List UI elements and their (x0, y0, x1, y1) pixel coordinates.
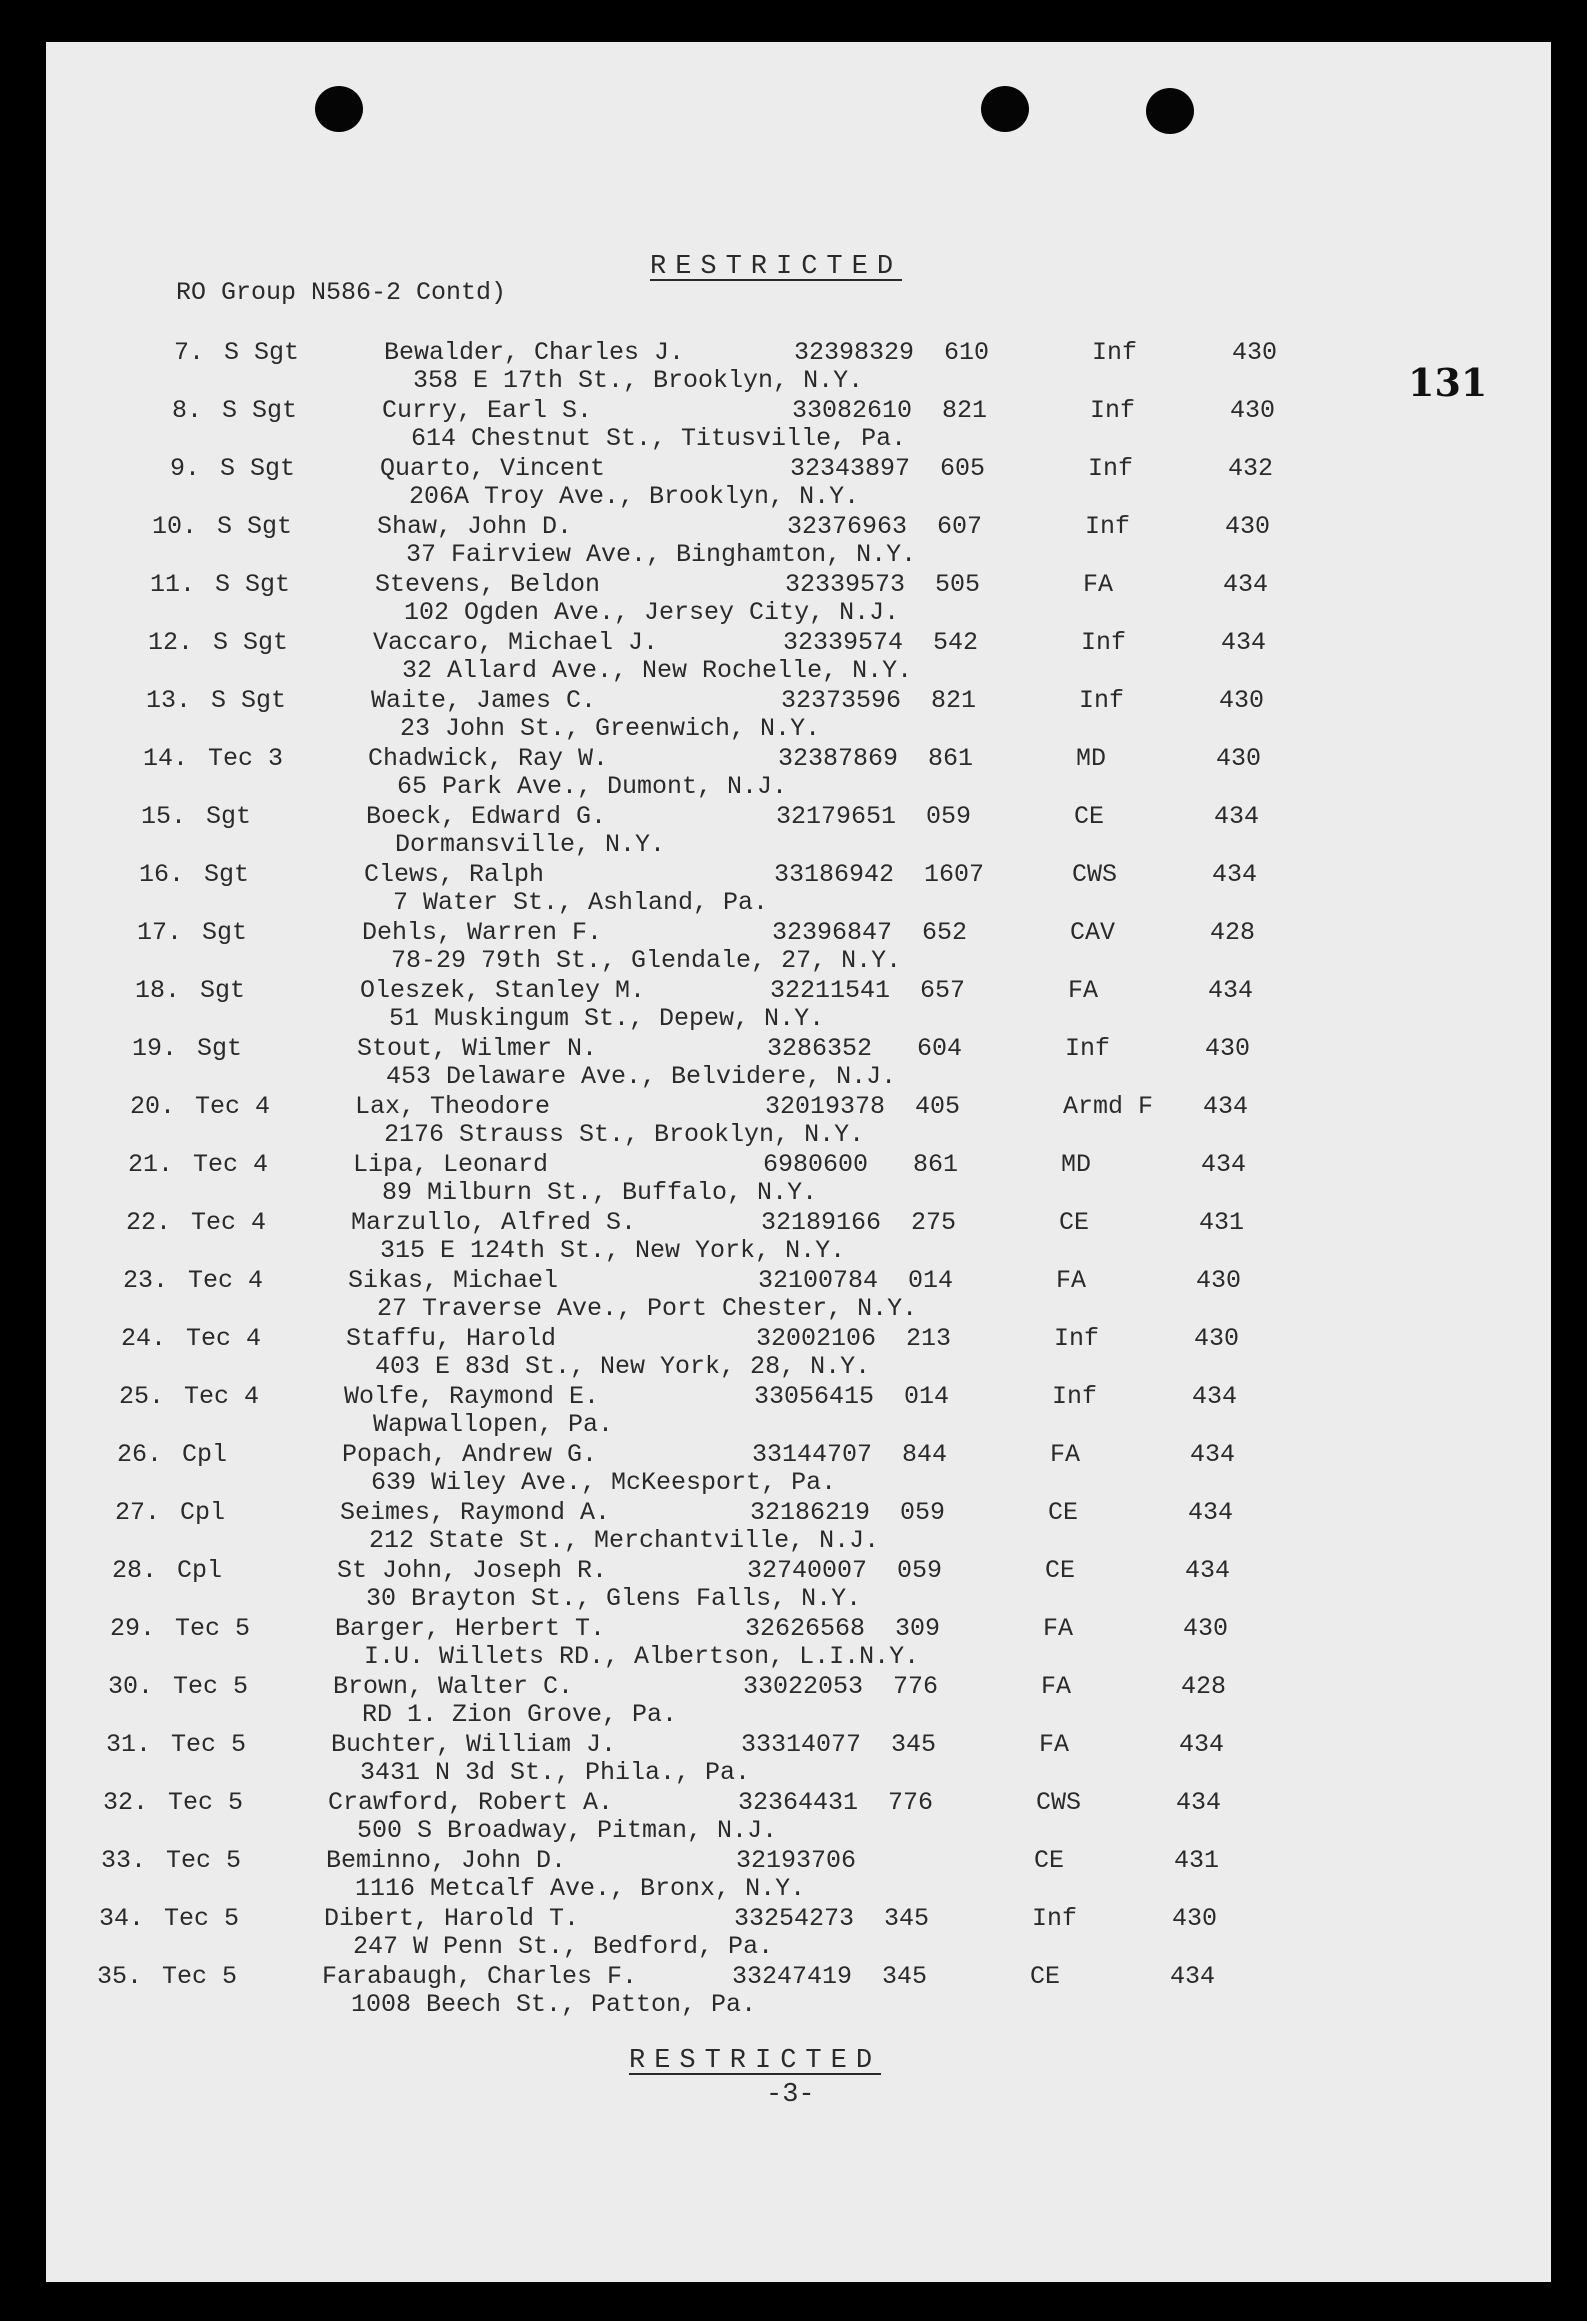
entry-branch: Inf (1052, 1382, 1098, 1411)
entry-branch: CE (1059, 1208, 1090, 1237)
entry-rank: Tec 5 (173, 1672, 249, 1701)
entry-unit: 430 (1194, 1324, 1240, 1353)
entry-serial-number: 32398329 (794, 338, 915, 367)
entry-address: 315 E 124th St., New York, N.Y. (380, 1236, 846, 1265)
entry-rank: Sgt (204, 860, 250, 889)
entry-code: 345 (884, 1904, 930, 1933)
entry-branch: FA (1043, 1614, 1074, 1643)
entry-code: 309 (895, 1614, 941, 1643)
roster-entry (46, 1788, 1551, 1846)
entry-number: 14. (142, 744, 188, 773)
entry-unit: 434 (1192, 1382, 1238, 1411)
entry-unit: 431 (1199, 1208, 1245, 1237)
roster-entry (46, 976, 1551, 1034)
entry-branch: CWS (1036, 1788, 1082, 1817)
entry-serial-number: 32626568 (745, 1614, 866, 1643)
entry-unit: 430 (1196, 1266, 1242, 1295)
entry-serial-number: 32339573 (785, 570, 906, 599)
entry-address: 358 E 17th St., Brooklyn, N.Y. (413, 366, 864, 395)
entry-address: 1008 Beech St., Patton, Pa. (351, 1990, 757, 2019)
entry-serial-number: 32186219 (750, 1498, 871, 1527)
entry-serial-number: 32339574 (783, 628, 904, 657)
roster-entry (46, 686, 1551, 744)
entry-number: 21. (127, 1150, 173, 1179)
roster-entry (46, 628, 1551, 686)
entry-branch: CAV (1070, 918, 1116, 947)
entry-code: 059 (926, 802, 972, 831)
entry-unit: 434 (1188, 1498, 1234, 1527)
entry-number: 10. (151, 512, 197, 541)
entry-rank: Cpl (180, 1498, 226, 1527)
entry-address: 32 Allard Ave., New Rochelle, N.Y. (402, 656, 913, 685)
entry-name: Seimes, Raymond A. (340, 1498, 611, 1527)
entry-code: 652 (922, 918, 968, 947)
entry-name: Crawford, Robert A. (328, 1788, 614, 1817)
entry-unit: 434 (1201, 1150, 1247, 1179)
entry-unit: 434 (1190, 1440, 1236, 1469)
roster-entry (46, 1904, 1551, 1962)
entry-code: 405 (915, 1092, 961, 1121)
entry-branch: Inf (1081, 628, 1127, 657)
entry-branch: Inf (1092, 338, 1138, 367)
entry-branch: FA (1083, 570, 1114, 599)
entry-rank: Tec 5 (166, 1846, 242, 1875)
entry-serial-number: 32387869 (778, 744, 899, 773)
entry-name: Chadwick, Ray W. (368, 744, 609, 773)
entry-branch: CWS (1072, 860, 1118, 889)
entry-code: 861 (913, 1150, 959, 1179)
entry-name: Bewalder, Charles J. (384, 338, 685, 367)
entry-number: 25. (118, 1382, 164, 1411)
entry-rank: Tec 5 (175, 1614, 251, 1643)
entry-serial-number: 32211541 (770, 976, 891, 1005)
group-line: RO Group N586-2 Contd) (176, 278, 507, 307)
entry-number: 30. (107, 1672, 153, 1701)
entry-address: 23 John St., Greenwich, N.Y. (400, 714, 821, 743)
entry-unit: 432 (1228, 454, 1274, 483)
entry-name: Clews, Ralph (364, 860, 545, 889)
entry-serial-number: 33186942 (774, 860, 895, 889)
entry-address: 27 Traverse Ave., Port Chester, N.Y. (377, 1294, 918, 1323)
entry-number: 31. (105, 1730, 151, 1759)
entry-address: 51 Muskingum St., Depew, N.Y. (389, 1004, 825, 1033)
entry-serial-number: 32364431 (738, 1788, 859, 1817)
entry-unit: 434 (1214, 802, 1260, 831)
roster-entry (46, 1382, 1551, 1440)
entry-address: 614 Chestnut St., Titusville, Pa. (411, 424, 907, 453)
entry-address: 65 Park Ave., Dumont, N.J. (397, 772, 788, 801)
entry-name: Barger, Herbert T. (335, 1614, 606, 1643)
entry-branch: FA (1056, 1266, 1087, 1295)
entry-code: 844 (902, 1440, 948, 1469)
entry-branch: Armd F (1063, 1092, 1154, 1121)
roster-entry (46, 396, 1551, 454)
entry-unit: 434 (1221, 628, 1267, 657)
entry-number: 19. (131, 1034, 177, 1063)
entry-code: 776 (893, 1672, 939, 1701)
entry-rank: Sgt (197, 1034, 243, 1063)
entry-address: 500 S Broadway, Pitman, N.J. (357, 1816, 778, 1845)
entry-unit: 430 (1219, 686, 1265, 715)
punch-hole (981, 86, 1029, 132)
roster-entry (46, 1092, 1551, 1150)
entry-number: 7. (173, 338, 204, 367)
entry-name: Sikas, Michael (348, 1266, 559, 1295)
entry-name: Boeck, Edward G. (366, 802, 607, 831)
entry-serial-number: 32100784 (758, 1266, 879, 1295)
entry-address: 102 Ogden Ave., Jersey City, N.J. (404, 598, 900, 627)
entry-code: 505 (935, 570, 981, 599)
entry-serial-number: 33254273 (734, 1904, 855, 1933)
entry-name: Shaw, John D. (377, 512, 573, 541)
entry-number: 27. (114, 1498, 160, 1527)
entry-unit: 434 (1212, 860, 1258, 889)
entry-code: 607 (937, 512, 983, 541)
entry-rank: S Sgt (213, 628, 289, 657)
entry-unit: 430 (1205, 1034, 1251, 1063)
roster-entry (46, 1440, 1551, 1498)
entry-unit: 434 (1170, 1962, 1216, 1991)
entry-branch: CE (1074, 802, 1105, 831)
roster-entry (46, 338, 1551, 396)
entry-unit: 434 (1208, 976, 1254, 1005)
entry-unit: 434 (1203, 1092, 1249, 1121)
header-restricted: RESTRICTED (650, 252, 903, 282)
entry-address: 2176 Strauss St., Brooklyn, N.Y. (384, 1120, 865, 1149)
entry-number: 20. (129, 1092, 175, 1121)
entry-address: 453 Delaware Ave., Belvidere, N.J. (386, 1062, 897, 1091)
entry-code: 213 (906, 1324, 952, 1353)
entry-unit: 428 (1210, 918, 1256, 947)
entry-name: Dibert, Harold T. (324, 1904, 580, 1933)
entry-branch: FA (1041, 1672, 1072, 1701)
entry-rank: Sgt (206, 802, 252, 831)
punch-hole (1146, 88, 1194, 134)
entry-code: 604 (917, 1034, 963, 1063)
entry-code: 610 (944, 338, 990, 367)
entry-number: 15. (140, 802, 186, 831)
roster-entry (46, 744, 1551, 802)
entry-rank: Tec 4 (184, 1382, 260, 1411)
roster-entry (46, 1034, 1551, 1092)
entry-rank: Tec 4 (191, 1208, 267, 1237)
entry-number: 11. (149, 570, 195, 599)
entry-address: Dormansville, N.Y. (395, 830, 666, 859)
entry-number: 16. (138, 860, 184, 889)
roster-entry (46, 1672, 1551, 1730)
entry-address: 639 Wiley Ave., McKeesport, Pa. (371, 1468, 837, 1497)
entry-code: 657 (920, 976, 966, 1005)
entry-branch: CE (1030, 1962, 1061, 1991)
entry-serial-number: 32189166 (761, 1208, 882, 1237)
entry-branch: CE (1048, 1498, 1079, 1527)
entry-name: Buchter, William J. (331, 1730, 617, 1759)
entry-unit: 430 (1183, 1614, 1229, 1643)
entry-address: 37 Fairview Ave., Binghamton, N.Y. (406, 540, 917, 569)
entry-name: Lax, Theodore (355, 1092, 551, 1121)
entry-number: 18. (134, 976, 180, 1005)
entry-rank: Tec 4 (186, 1324, 262, 1353)
entry-branch: Inf (1090, 396, 1136, 425)
entry-name: Waite, James C. (371, 686, 597, 715)
entry-serial-number: 33022053 (743, 1672, 864, 1701)
entry-number: 12. (147, 628, 193, 657)
entry-address: I.U. Willets RD., Albertson, L.I.N.Y. (364, 1642, 920, 1671)
entry-branch: Inf (1079, 686, 1125, 715)
entry-number: 9. (169, 454, 200, 483)
entry-number: 34. (98, 1904, 144, 1933)
footer-page-number: -3- (766, 2080, 815, 2110)
entry-serial-number: 6980600 (763, 1150, 869, 1179)
entry-number: 28. (111, 1556, 157, 1585)
entry-rank: Tec 5 (162, 1962, 238, 1991)
entry-branch: CE (1045, 1556, 1076, 1585)
entry-rank: Tec 4 (193, 1150, 269, 1179)
entry-address: 206A Troy Ave., Brooklyn, N.Y. (409, 482, 860, 511)
entry-unit: 430 (1216, 744, 1262, 773)
entry-branch: FA (1068, 976, 1099, 1005)
entry-code: 821 (931, 686, 977, 715)
entry-rank: S Sgt (224, 338, 300, 367)
entry-number: 17. (136, 918, 182, 947)
entry-code: 014 (908, 1266, 954, 1295)
entry-code: 605 (940, 454, 986, 483)
entry-address: 247 W Penn St., Bedford, Pa. (353, 1932, 774, 1961)
entry-code: 345 (882, 1962, 928, 1991)
entry-name: Curry, Earl S. (382, 396, 593, 425)
entry-code: 861 (928, 744, 974, 773)
entry-address: 7 Water St., Ashland, Pa. (393, 888, 769, 917)
entry-unit: 431 (1174, 1846, 1220, 1875)
entry-address: 30 Brayton St., Glens Falls, N.Y. (366, 1584, 862, 1613)
entry-number: 26. (116, 1440, 162, 1469)
entry-rank: Tec 5 (164, 1904, 240, 1933)
entry-number: 33. (100, 1846, 146, 1875)
entry-rank: Tec 4 (195, 1092, 271, 1121)
entry-code: 059 (897, 1556, 943, 1585)
entry-branch: FA (1039, 1730, 1070, 1759)
entry-code: 345 (891, 1730, 937, 1759)
entry-rank: Tec 3 (208, 744, 284, 773)
roster-entry (46, 918, 1551, 976)
entry-serial-number: 32373596 (781, 686, 902, 715)
entry-name: Stevens, Beldon (375, 570, 601, 599)
entry-code: 542 (933, 628, 979, 657)
entry-serial-number: 32396847 (772, 918, 893, 947)
page-stamp-number: 131 (1408, 360, 1488, 405)
entry-code: 821 (942, 396, 988, 425)
roster-entry (46, 1614, 1551, 1672)
roster-entry (46, 1846, 1551, 1904)
entry-name: Beminno, John D. (326, 1846, 567, 1875)
entry-serial-number: 32019378 (765, 1092, 886, 1121)
entry-code: 014 (904, 1382, 950, 1411)
entry-branch: MD (1061, 1150, 1092, 1179)
roster-entry (46, 1730, 1551, 1788)
entry-rank: S Sgt (211, 686, 287, 715)
roster-entry (46, 1556, 1551, 1614)
entry-number: 24. (120, 1324, 166, 1353)
entry-number: 22. (125, 1208, 171, 1237)
entry-rank: S Sgt (220, 454, 296, 483)
entry-name: Quarto, Vincent (380, 454, 606, 483)
entry-name: Vaccaro, Michael J. (373, 628, 659, 657)
roster-entry (46, 1962, 1551, 2020)
entry-rank: Cpl (182, 1440, 228, 1469)
entry-address: 78-29 79th St., Glendale, 27, N.Y. (391, 946, 902, 975)
entry-address: RD 1. Zion Grove, Pa. (362, 1700, 678, 1729)
entry-name: Popach, Andrew G. (342, 1440, 598, 1469)
roster-entry (46, 802, 1551, 860)
entry-unit: 430 (1230, 396, 1276, 425)
entry-serial-number: 32740007 (747, 1556, 868, 1585)
roster-entry (46, 454, 1551, 512)
footer-restricted: RESTRICTED (629, 2046, 882, 2076)
entry-serial-number: 32179651 (776, 802, 897, 831)
entry-name: Marzullo, Alfred S. (351, 1208, 637, 1237)
entry-rank: S Sgt (217, 512, 293, 541)
roster-entry (46, 1498, 1551, 1556)
entry-name: Wolfe, Raymond E. (344, 1382, 600, 1411)
entry-serial-number: 33056415 (754, 1382, 875, 1411)
entry-address: 89 Milburn St., Buffalo, N.Y. (382, 1178, 818, 1207)
entry-serial-number: 3286352 (767, 1034, 873, 1063)
entry-branch: Inf (1085, 512, 1131, 541)
roster-entry (46, 860, 1551, 918)
entry-name: Lipa, Leonard (353, 1150, 549, 1179)
entry-name: Farabaugh, Charles F. (322, 1962, 638, 1991)
entry-branch: FA (1050, 1440, 1081, 1469)
entry-serial-number: 32376963 (787, 512, 908, 541)
entry-address: 1116 Metcalf Ave., Bronx, N.Y. (355, 1874, 806, 1903)
entry-name: Stout, Wilmer N. (357, 1034, 598, 1063)
entry-unit: 430 (1225, 512, 1271, 541)
entry-branch: Inf (1088, 454, 1134, 483)
roster-entry (46, 1324, 1551, 1382)
entry-rank: Cpl (177, 1556, 223, 1585)
entry-serial-number: 33144707 (752, 1440, 873, 1469)
entry-name: Dehls, Warren F. (362, 918, 603, 947)
entry-serial-number: 33314077 (741, 1730, 862, 1759)
entry-rank: Sgt (202, 918, 248, 947)
entry-number: 23. (122, 1266, 168, 1295)
entry-code: 1607 (924, 860, 985, 889)
entry-name: Brown, Walter C. (333, 1672, 574, 1701)
entry-serial-number: 32193706 (736, 1846, 857, 1875)
entry-rank: Tec 5 (168, 1788, 244, 1817)
entry-unit: 434 (1223, 570, 1269, 599)
entry-number: 8. (171, 396, 202, 425)
roster-entry (46, 512, 1551, 570)
entry-serial-number: 33247419 (732, 1962, 853, 1991)
entry-name: Oleszek, Stanley M. (360, 976, 646, 1005)
entry-serial-number: 32002106 (756, 1324, 877, 1353)
entry-code: 059 (900, 1498, 946, 1527)
punch-hole (315, 86, 363, 132)
entry-rank: S Sgt (222, 396, 298, 425)
entry-rank: Tec 5 (171, 1730, 247, 1759)
entry-number: 32. (102, 1788, 148, 1817)
entry-address: 212 State St., Merchantville, N.J. (369, 1526, 880, 1555)
roster-entry (46, 1266, 1551, 1324)
entry-branch: Inf (1054, 1324, 1100, 1353)
roster-entry (46, 1208, 1551, 1266)
entry-address: 3431 N 3d St., Phila., Pa. (360, 1758, 751, 1787)
entry-code: 275 (911, 1208, 957, 1237)
roster-entry (46, 1150, 1551, 1208)
entry-name: St John, Joseph R. (337, 1556, 608, 1585)
entry-name: Staffu, Harold (346, 1324, 557, 1353)
entry-serial-number: 32343897 (790, 454, 911, 483)
entry-unit: 434 (1176, 1788, 1222, 1817)
entry-unit: 434 (1185, 1556, 1231, 1585)
entry-number: 35. (96, 1962, 142, 1991)
entry-unit: 430 (1172, 1904, 1218, 1933)
entry-branch: Inf (1032, 1904, 1078, 1933)
entry-branch: MD (1076, 744, 1107, 773)
entry-serial-number: 33082610 (792, 396, 913, 425)
roster-entry (46, 570, 1551, 628)
entry-unit: 428 (1181, 1672, 1227, 1701)
document-page (46, 42, 1551, 2282)
entry-rank: Sgt (200, 976, 246, 1005)
entry-branch: Inf (1065, 1034, 1111, 1063)
entry-number: 29. (109, 1614, 155, 1643)
entry-unit: 434 (1179, 1730, 1225, 1759)
entry-number: 13. (145, 686, 191, 715)
entry-address: Wapwallopen, Pa. (373, 1410, 614, 1439)
entry-rank: Tec 4 (188, 1266, 264, 1295)
entry-address: 403 E 83d St., New York, 28, N.Y. (375, 1352, 871, 1381)
entry-code: 776 (888, 1788, 934, 1817)
entry-rank: S Sgt (215, 570, 291, 599)
entry-branch: CE (1034, 1846, 1065, 1875)
entry-unit: 430 (1232, 338, 1278, 367)
